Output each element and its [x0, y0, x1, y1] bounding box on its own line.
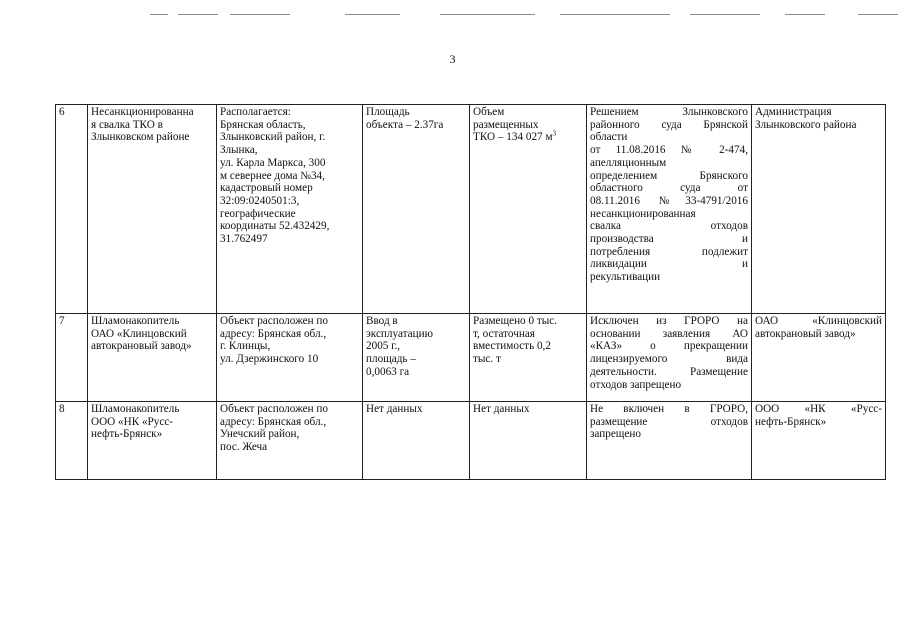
waste-sites-table — [55, 104, 886, 480]
cell-text-line: ликвидации и — [590, 258, 748, 271]
cell-text-line: ОАО «Клинцовский — [91, 327, 187, 340]
cell-status — [587, 314, 752, 402]
cell-volume — [470, 314, 587, 402]
cell-text-line: определением Брянского — [590, 169, 748, 182]
cell-text-line: 08.11.2016 №33-4791/2016 — [590, 194, 748, 207]
cell-status — [587, 105, 752, 314]
cell-text-line: автокрановый завод» — [755, 327, 856, 340]
cell-text-line: деятельности. Размещение — [590, 365, 748, 378]
cell-text-line: размещение отходов — [590, 415, 748, 428]
cell-text-line: Администрация — [755, 106, 832, 118]
cell-location — [217, 314, 363, 402]
cell-text-line: лицензируемого вида — [590, 353, 748, 366]
cell-text-line: от 11.08.2016 № 2-474, — [590, 144, 748, 157]
cell-text-line: «КАЗ» о прекращении — [590, 340, 748, 353]
cell-text-line: Нет данных — [473, 403, 530, 415]
table-row — [56, 314, 886, 402]
cell-text-line: объекта – 2.37га — [366, 118, 444, 131]
cell-text-line: Площадь — [366, 106, 410, 118]
cell-object-name — [88, 402, 217, 480]
cell-text-line: ООО «НК «Русс- — [91, 415, 174, 428]
cell-text-line: потребления подлежит — [590, 245, 748, 258]
cell-text-line: Решением Злынковского — [590, 106, 748, 118]
cell-text-line: несанкционированная — [590, 207, 696, 220]
cell-text-line: рекультивации — [590, 271, 661, 284]
cell-area — [363, 402, 470, 480]
cell-area — [363, 105, 470, 314]
row-number: 8 — [59, 403, 65, 415]
cell-text-line: апелляционным — [590, 156, 667, 169]
cell-text-line: Злынковского района — [755, 118, 857, 131]
cell-object-name — [88, 105, 217, 314]
cell-text-line: основании заявления АО — [590, 327, 748, 340]
cell-text-line: размещенных — [473, 118, 539, 131]
cell-text-line: координаты 52.432429, — [220, 220, 330, 233]
cell-number — [56, 105, 88, 314]
cell-text-line: адресу: Брянская обл., — [220, 327, 327, 340]
table-row — [56, 402, 886, 480]
cell-text-line: Нет данных — [366, 403, 423, 415]
cell-owner — [752, 105, 886, 314]
cell-text-line: г. Клинцы, — [220, 340, 271, 353]
cell-text-line: Ввод в — [366, 315, 398, 327]
cell-text-line: пос. Жеча — [220, 441, 268, 454]
cell-text-line: Злынка, — [220, 144, 258, 157]
cell-text-line: областного суда от — [590, 182, 748, 195]
cell-number — [56, 314, 88, 402]
cell-text-line: 31.762497 — [220, 233, 268, 246]
cell-text-line: 0,0063 га — [366, 365, 410, 378]
cell-volume — [470, 105, 587, 314]
cell-text-line: нефть-Брянск» — [755, 415, 827, 428]
cell-text-line: Унечский район, — [220, 428, 300, 441]
cell-text-line: ул. Дзержинского 10 — [220, 353, 319, 366]
cell-text-line: Не включен в ГРОРО, — [590, 403, 748, 415]
cell-text-line: области — [590, 131, 628, 144]
cell-object-name — [88, 314, 217, 402]
cell-text-line: м севернее дома №34, — [220, 169, 325, 182]
cell-text-line: 32:09:0240501:3, — [220, 194, 300, 207]
cell-text-line: Злынковский район, г. — [220, 131, 326, 144]
cell-text-line: 2005 г., — [366, 340, 401, 353]
table-body — [56, 105, 886, 480]
cell-status — [587, 402, 752, 480]
cell-text-line: Располагается: — [220, 106, 291, 118]
cell-text-line: Объект расположен по — [220, 403, 328, 415]
cell-text-line: Объем — [473, 106, 505, 118]
cell-text-line: нефть-Брянск» — [91, 428, 163, 441]
cell-text-line: т, остаточная — [473, 327, 535, 340]
cell-text-line: ООО «НК «Русс- — [755, 403, 882, 415]
row-number: 7 — [59, 315, 65, 327]
cell-text-line: эксплуатацию — [366, 327, 433, 340]
unit-superscript: 3 — [552, 129, 557, 138]
cell-text-line: запрещено — [590, 428, 641, 441]
cell-text-line: районного суда Брянской — [590, 118, 748, 131]
cell-text-line: отходов запрещено — [590, 378, 682, 391]
cell-volume — [470, 402, 587, 480]
cell-text-line: географические — [220, 207, 296, 220]
cell-text-line: автокрановый завод» — [91, 340, 192, 353]
table-row — [56, 105, 886, 314]
cell-text-line: адресу: Брянская обл., — [220, 415, 327, 428]
cell-text-line: свалка отходов — [590, 220, 748, 233]
cell-text-line: Исключен из ГРОРО на — [590, 315, 748, 327]
cell-text-line: вместимость 0,2 — [473, 340, 551, 353]
cell-text-line: Несанкционированна — [91, 106, 194, 118]
scan-edge-artifact — [0, 14, 905, 16]
cell-text-line: Шламонакопитель — [91, 403, 180, 415]
cell-text-line: кадастровый номер — [220, 182, 313, 195]
cell-text-line: ТКО – 134 027 м — [473, 131, 553, 144]
cell-text-line: Размещено 0 тыс. — [473, 315, 558, 327]
cell-number — [56, 402, 88, 480]
cell-text-line: производства и — [590, 233, 748, 246]
cell-location — [217, 402, 363, 480]
cell-owner — [752, 402, 886, 480]
cell-text-line: тыс. т — [473, 353, 501, 366]
cell-text-line: Шламонакопитель — [91, 315, 180, 327]
page-number: 3 — [449, 52, 456, 66]
cell-text-line: ул. Карла Маркса, 300 — [220, 156, 326, 169]
cell-text-line: Объект расположен по — [220, 315, 328, 327]
cell-area — [363, 314, 470, 402]
cell-location — [217, 105, 363, 314]
cell-owner — [752, 314, 886, 402]
cell-text-line: я свалка ТКО в — [91, 118, 163, 131]
cell-text-line: ОАО «Клинцовский — [755, 315, 882, 327]
cell-text-line: площадь – — [366, 353, 416, 366]
cell-text-line: Брянская область, — [220, 118, 306, 131]
row-number: 6 — [59, 106, 65, 118]
cell-text-line: Злынковском районе — [91, 131, 190, 144]
